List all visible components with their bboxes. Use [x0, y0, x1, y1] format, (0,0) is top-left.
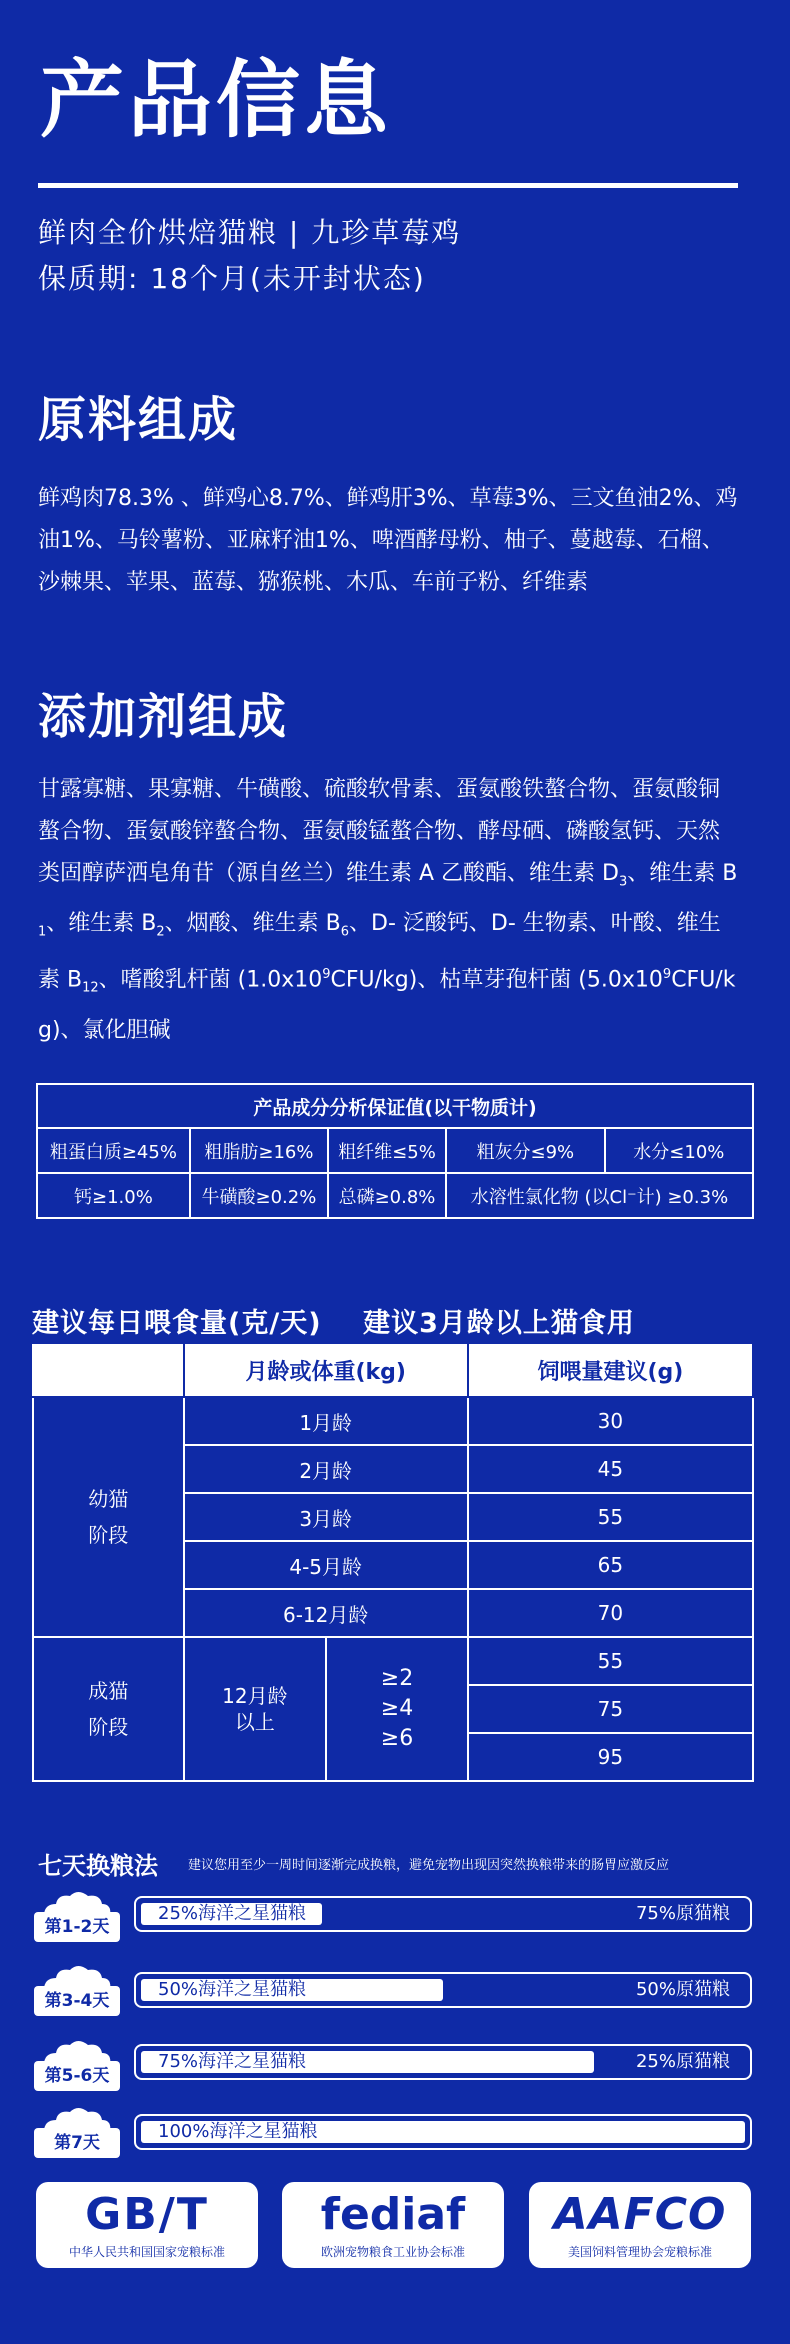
ratio-bar — [134, 1972, 752, 2008]
feeding-amount: 95 — [468, 1733, 753, 1781]
switching-title: 七天换粮法 — [38, 1852, 158, 1880]
title-divider — [38, 183, 738, 188]
analysis-cell: 粗蛋白质≥45% — [37, 1128, 190, 1173]
adult-weights: ≥2 ≥4 ≥6 — [326, 1637, 468, 1781]
gbt-logo: GB/T — [85, 2189, 209, 2240]
old-food-label: 50%原猫粮 — [635, 1979, 730, 2000]
gbt-cert-badge — [36, 2182, 258, 2268]
feeding-amount: 30 — [468, 1397, 753, 1445]
day-label: 第5-6天 — [34, 2061, 120, 2091]
feeding-header-age: 月龄或体重(kg) — [184, 1343, 468, 1397]
feeding-age: 4-5月龄 — [184, 1541, 468, 1589]
feeding-amount: 70 — [468, 1589, 753, 1637]
ingredients-text: 鲜鸡肉78.3% 、鲜鸡心8.7%、鲜鸡肝3%、草莓3%、三文鱼油2%、鸡油1%、马铃薯粉、亚麻籽油1%、啤酒酵母粉、柚子、蔓越莓、石榴、沙棘果、苹果、蓝莓、猕猴桃、木瓜、车前子粉、纤维素 — [38, 486, 738, 595]
feeding-amount: 75 — [468, 1685, 753, 1733]
analysis-cell: 粗脂肪≥16% — [190, 1128, 328, 1173]
new-food-label: 25%海洋之星猫粮 — [158, 1903, 307, 1924]
feeding-age: 1月龄 — [184, 1397, 468, 1445]
shelf-life: 保质期: 18个月(未开封状态) — [38, 262, 426, 295]
aafco-caption: 美国饲料管理协会宠粮标准 — [567, 2245, 712, 2259]
fediaf-caption: 欧洲宠物粮食工业协会标准 — [320, 2245, 465, 2259]
analysis-cell: 水溶性氯化物 (以Cl⁻计) ≥0.3% — [446, 1173, 753, 1218]
feeding-title: 建议每日喂食量(克/天) 建议3月龄以上猫食用 — [32, 1308, 635, 1339]
kitten-stage: 幼猫 阶段 — [33, 1397, 184, 1637]
switching-note: 建议您用至少一周时间逐渐完成换粮，避免宠物出现因突然换粮带来的肠胃应激反应 — [188, 1858, 670, 1873]
day-badge — [34, 2106, 120, 2158]
feeding-amount: 55 — [468, 1493, 753, 1541]
product-line: 鲜肉全价烘焙猫粮 | 九珍草莓鸡 — [38, 216, 462, 249]
day-badge — [34, 1964, 120, 2016]
feeding-age: 6-12月龄 — [184, 1589, 468, 1637]
day-label: 第3-4天 — [34, 1986, 120, 2016]
analysis-cell: 粗灰分≤9% — [446, 1128, 605, 1173]
ratio-bar — [134, 2044, 752, 2080]
feeding-age: 2月龄 — [184, 1445, 468, 1493]
page-title: 产品信息 — [40, 51, 393, 149]
feeding-amount: 45 — [468, 1445, 753, 1493]
old-food-label: 75%原猫粮 — [635, 1903, 730, 1924]
adult-age: 12月龄 以上 — [184, 1637, 327, 1781]
aafco-cert-badge — [529, 2182, 751, 2268]
aafco-logo: AAFCO — [553, 2189, 727, 2240]
fediaf-cert-badge — [282, 2182, 504, 2268]
analysis-cell: 水分≤10% — [605, 1128, 753, 1173]
ratio-bar — [134, 1896, 752, 1932]
day-badge — [34, 1890, 120, 1942]
analysis-table — [36, 1083, 754, 1219]
day-label: 第7天 — [34, 2128, 120, 2158]
feeding-header-amount: 饲喂量建议(g) — [468, 1343, 753, 1397]
feeding-amount: 55 — [468, 1637, 753, 1685]
ingredients-title: 原料组成 — [38, 392, 239, 448]
analysis-cell: 钙≥1.0% — [37, 1173, 190, 1218]
feeding-amount: 65 — [468, 1541, 753, 1589]
analysis-cell: 粗纤维≤5% — [328, 1128, 446, 1173]
feeding-age: 3月龄 — [184, 1493, 468, 1541]
additives-title: 添加剂组成 — [38, 689, 289, 745]
analysis-cell: 总磷≥0.8% — [328, 1173, 446, 1218]
analysis-table-title: 产品成分分析保证值(以干物质计) — [37, 1084, 753, 1128]
new-food-label: 50%海洋之星猫粮 — [158, 1979, 307, 2000]
day-badge — [34, 2039, 120, 2091]
adult-stage: 成猫 阶段 — [33, 1637, 184, 1781]
new-food-label: 100%海洋之星猫粮 — [158, 2121, 318, 2142]
feeding-table — [32, 1342, 754, 1782]
gbt-caption: 中华人民共和国国家宠粮标准 — [68, 2245, 225, 2259]
feeding-header-blank — [33, 1343, 184, 1397]
ratio-bar — [134, 2114, 752, 2150]
additives-text: 甘露寡糖、果寡糖、牛磺酸、硫酸软骨素、蛋氨酸铁螯合物、蛋氨酸铜螯合物、蛋氨酸锌螯合物、蛋氨酸锰螯合物、酵母硒、磷酸氢钙、天然类固醇萨洒皂角苷（源自丝兰）维生素 A 乙酸酯、维生素 $D_3$、维生素 $B_1$、维生素 $B_2$、烟酸、维生素 $B_6$、D- 泛酸钙、D- 生物素、叶酸、维生素 $B_{12}$、嗜酸乳杆菌 $(1.0x10^9CFU/kg)$、枯草芽孢杆菌 $(5.0x10^9CFU/kg)$、氯化胆碱 — [38, 777, 738, 1043]
old-food-label: 25%原猫粮 — [635, 2051, 730, 2072]
day-label: 第1-2天 — [34, 1912, 120, 1942]
new-food-label: 75%海洋之星猫粮 — [158, 2051, 307, 2072]
fediaf-logo: fediaf — [320, 2189, 466, 2240]
analysis-cell: 牛磺酸≥0.2% — [190, 1173, 328, 1218]
